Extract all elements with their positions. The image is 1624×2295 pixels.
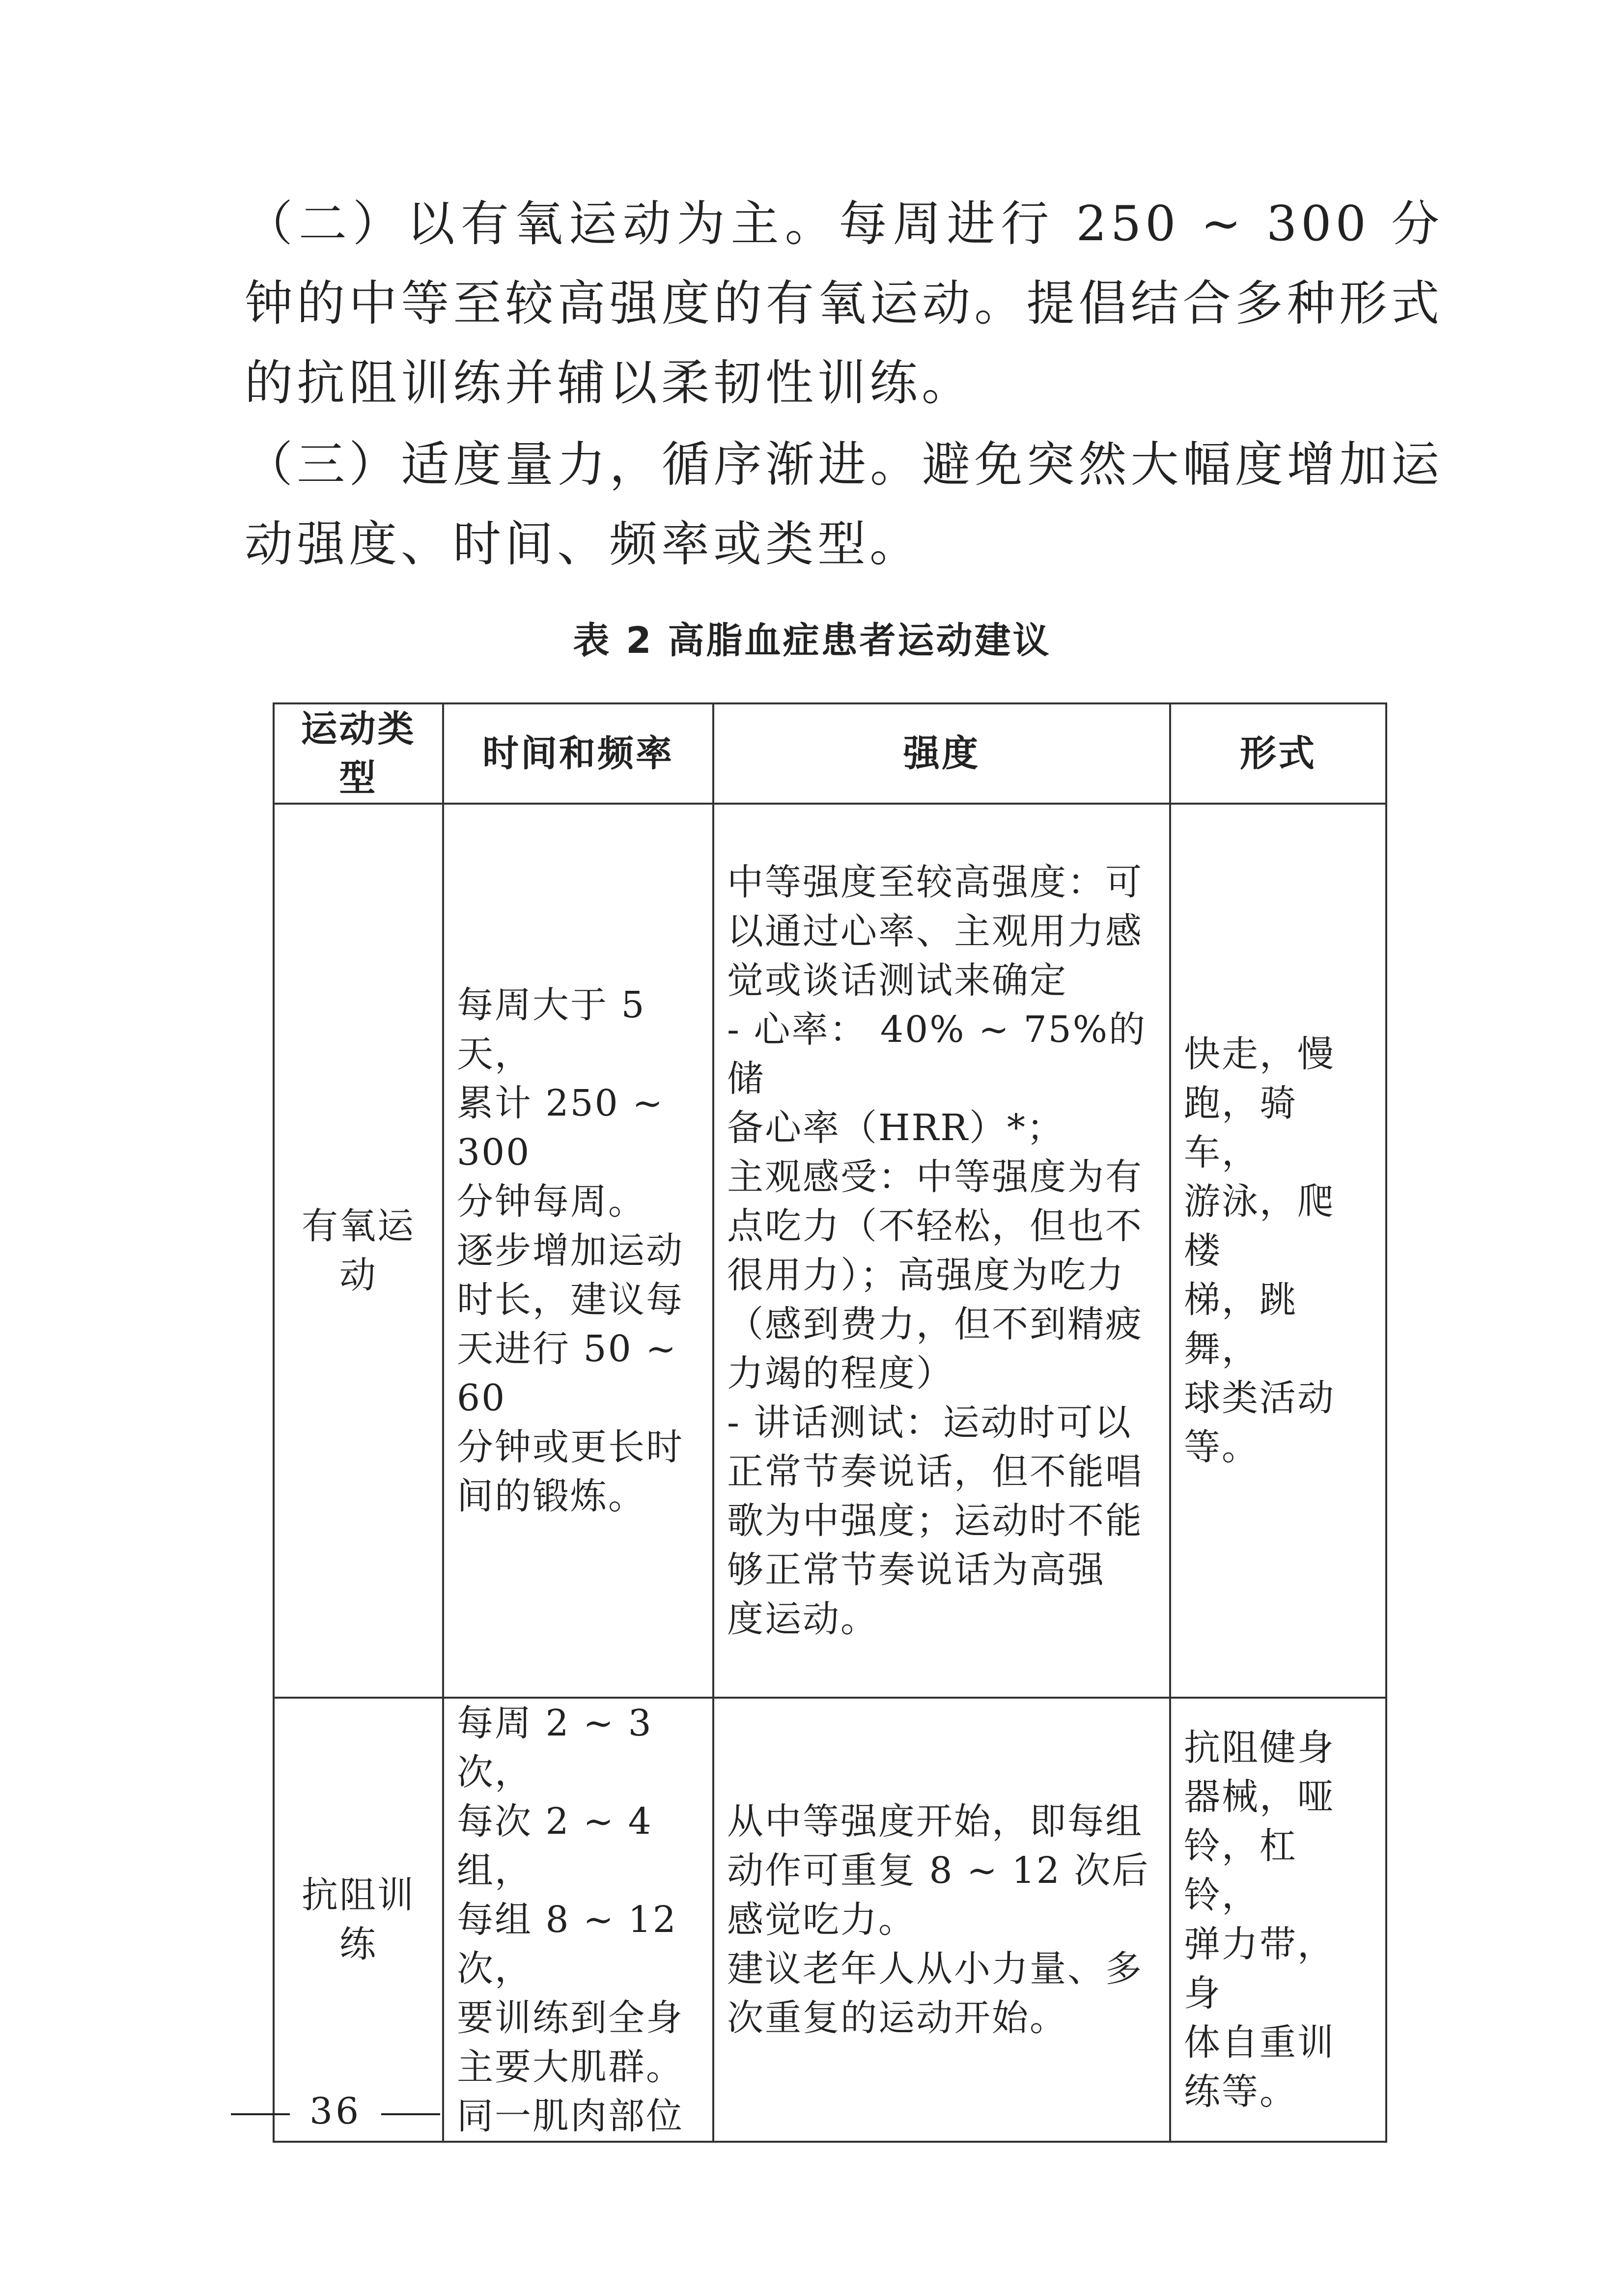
cell-line: 主要大肌群。	[457, 2046, 684, 2088]
table-row	[274, 804, 1386, 1698]
page-number	[231, 2090, 460, 2132]
cell-line: 练等。	[1184, 2071, 1297, 2113]
cell-line: 中等强度至较高强度：可	[727, 861, 1143, 903]
cell-line: 动作可重复 8 ~ 12 次后	[727, 1849, 1150, 1892]
cell-line: 点吃力（不轻松，但也不	[727, 1205, 1143, 1247]
cell-line: 器械，哑	[1184, 1776, 1335, 1818]
paragraph-aerobic-priority: （二）以有氧运动为主。每周进行 250 ~ 300 分钟的中等至较高强度的有氧运动。提倡结合多种形式的抗阻训练并辅以柔韧性训练。	[245, 196, 1443, 411]
cell-line: 够正常节奏说话为高强	[727, 1549, 1105, 1591]
cell-line: 每周 2 ~ 3 次，	[457, 1702, 653, 1793]
cell-line: 铃，杠铃，	[1184, 1825, 1297, 1916]
cell-line: 分钟或更长时	[457, 1426, 684, 1468]
cell-line: 游泳，爬楼	[1184, 1180, 1335, 1272]
cell-line: 等。	[1184, 1426, 1260, 1468]
table-header-row	[274, 703, 1386, 804]
cell-frequency	[443, 804, 713, 1698]
cell-line: 从中等强度开始，即每组	[727, 1800, 1143, 1843]
cell-line: 度运动。	[727, 1598, 878, 1640]
table-title: 表 2 高脂血症患者运动建议	[573, 619, 1051, 662]
cell-line: 快走，慢	[1184, 1033, 1335, 1075]
cell-form	[1170, 804, 1386, 1698]
cell-line: 体自重训	[1184, 2021, 1335, 2064]
cell-line: 主观感受：中等强度为有	[727, 1156, 1143, 1198]
cell-line: - 心率： 40% ~ 75%的储	[727, 1008, 1147, 1100]
cell-form	[1170, 1698, 1386, 2142]
cell-line: 每次 2 ~ 4 组，	[457, 1800, 653, 1892]
page-dash-left	[231, 2113, 290, 2115]
cell-line: 次重复的运动开始。	[727, 1997, 1067, 2039]
header-exercise-type: 运动类型	[274, 703, 443, 804]
cell-line: 天进行 50 ~ 60	[457, 1328, 678, 1419]
cell-line: 感觉吃力。	[727, 1899, 916, 1941]
cell-line: 要训练到全身	[457, 1997, 684, 2039]
table-row	[274, 1698, 1386, 2142]
exercise-recommendation-table	[273, 702, 1387, 2143]
cell-line: （感到费力，但不到精疲	[727, 1303, 1143, 1345]
cell-line: 很用力）；高强度为吃力	[727, 1254, 1125, 1296]
cell-line: 同一肌肉部位	[457, 2095, 684, 2137]
header-intensity: 强度	[713, 703, 1170, 804]
cell-line: 觉或谈话测试来确定	[727, 959, 1067, 1002]
cell-line: 逐步增加运动	[457, 1230, 684, 1272]
cell-line: 建议老年人从小力量、多	[727, 1948, 1143, 1990]
paragraph-gradual-progress: （三）适度量力，循序渐进。避免突然大幅度增加运动强度、时间、频率或类型。	[245, 437, 1443, 572]
cell-line: 球类活动	[1184, 1377, 1335, 1419]
cell-line: 备心率（HRR）*；	[727, 1107, 1064, 1149]
cell-line: 分钟每周。	[457, 1180, 646, 1223]
cell-line: 以通过心率、主观用力感	[727, 910, 1143, 952]
cell-line: 弹力带，身	[1184, 1923, 1335, 2015]
cell-intensity	[713, 804, 1170, 1698]
cell-intensity	[713, 1698, 1170, 2142]
page-number-value: 36	[309, 2090, 362, 2132]
cell-exercise-type: 抗阻训练	[274, 1698, 443, 2142]
cell-line: 每组 8 ~ 12 次，	[457, 1899, 677, 1990]
cell-line: 时长，建议每	[457, 1279, 684, 1321]
cell-line: 抗阻健身	[1184, 1727, 1335, 1769]
cell-line: 正常节奏说话，但不能唱	[727, 1451, 1143, 1493]
page-dash-right	[381, 2113, 440, 2115]
cell-line: 间的锻炼。	[457, 1475, 646, 1517]
cell-line: 累计 250 ~ 300	[457, 1082, 665, 1174]
cell-line: 每周大于 5 天，	[457, 984, 646, 1075]
header-time-frequency: 时间和频率	[443, 703, 713, 804]
cell-exercise-type: 有氧运动	[274, 804, 443, 1698]
cell-line: 梯，跳舞，	[1184, 1279, 1297, 1370]
cell-line: 力竭的程度）	[727, 1352, 954, 1395]
header-form: 形式	[1170, 703, 1386, 804]
cell-line: - 讲话测试：运动时可以	[727, 1401, 1132, 1444]
cell-frequency	[443, 1698, 713, 2142]
cell-line: 歌为中强度；运动时不能	[727, 1500, 1143, 1542]
cell-line: 跑，骑车，	[1184, 1082, 1297, 1174]
